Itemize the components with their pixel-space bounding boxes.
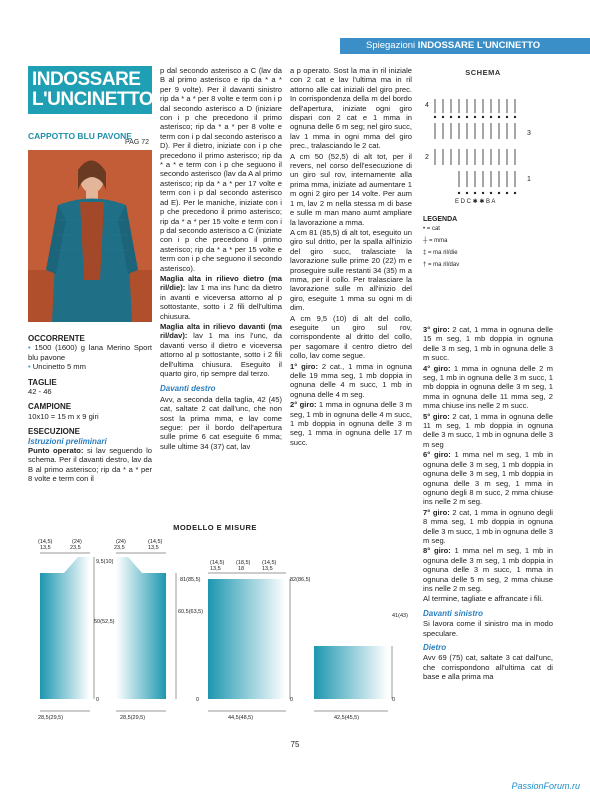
svg-text:0: 0 <box>196 697 200 703</box>
header-section: Spiegazioni <box>366 40 416 51</box>
svg-text:13,5: 13,5 <box>210 566 221 572</box>
schema-row-2: 2 <box>425 154 429 161</box>
page-header <box>340 38 590 54</box>
svg-text:(24): (24) <box>116 539 126 545</box>
paragraph: 7° giro: 2 cat, 1 mma in ognuno degli 8 mma seg, 1 mb doppia in ognuna delle 3 m succ, 1 mb in ognuna delle 3 m seg. <box>423 507 553 545</box>
svg-text:60,5(63,5): 60,5(63,5) <box>178 609 204 615</box>
model-photo <box>28 150 152 322</box>
paragraph: Maglia alta in rilievo dietro (ma ril/die): lav 1 ma ins l'unc da dietro in avanti e viceversa attorno al p sottostante, sotto i 2 fili dell'ultima chiusura. <box>160 273 282 321</box>
davanti-destro-heading: Davanti destro <box>160 384 216 394</box>
svg-text:82(86,5): 82(86,5) <box>290 577 311 583</box>
svg-text:18: 18 <box>238 566 245 572</box>
magazine-title: INDOSSARE L'UNCINETTO <box>28 66 152 114</box>
paragraph: 2° giro: 1 mma in ognuna delle 3 m seg, 1 mb in ognuna delle 4 m succ, 1 mb doppia in ognuna delle 3 m seg, 1 mma in ognuna delle 17 m succ. <box>290 400 412 447</box>
measurement-diagram <box>28 533 418 731</box>
legend-item-mma: ┼ = mma <box>423 238 448 244</box>
taglie-heading: TAGLIE <box>28 377 57 387</box>
page-number: 75 <box>290 740 300 749</box>
sleeve-piece <box>314 646 388 699</box>
svg-text:(14,5): (14,5) <box>148 539 163 545</box>
occorrente-heading: OCCORRENTE <box>28 334 85 343</box>
paragraph: Si lavora come il sinistro ma in modo speculare. <box>423 619 553 638</box>
svg-text:0: 0 <box>290 697 294 703</box>
svg-text:(14,5): (14,5) <box>262 560 277 566</box>
schema-letters: E D C ✱ ✱ B A <box>455 199 496 205</box>
svg-text:13,5: 13,5 <box>262 566 273 572</box>
svg-text:23,5: 23,5 <box>114 545 125 551</box>
paragraph: p dal secondo asterisco a C (lav da B al primo asterisco e rip da * a * per 9 volte). Per il davanti sinistro rip da * a * per 8 volte e term con i p dal secondo asterisco a D (iniziare con i p che precedono il primo asterisco; rip da * a * per 8 volte e term con i p dal secondo asterisco a D). Per il dietro, iniziate con i p che precedono il primo asterisco; rip da * a * e term con i p che seguono il secondo asterisco (lav da A al primo asterisco; rip da * a * per 17 volte e term con i p dal secondo asterisco ad E). Per le maniche, iniziate con i p che precedono il primo asterisco; rip da * a * per 15 volte e term con i p dal secondo asterisco a C (iniziate con i p che precedono il primo asterisco; rip da * a * per 15 volte e term con i p che seguono il secondo asterisco). <box>160 66 282 273</box>
legend-item-ril-dav: † = ma ril/dav <box>423 262 460 268</box>
legend-item-cat: • = cat <box>423 226 440 232</box>
column-2 <box>160 66 282 452</box>
campione-heading: CAMPIONE <box>28 402 72 412</box>
svg-text:23,5: 23,5 <box>70 545 81 551</box>
occorrente-item-1: • 1500 (1600) g lana Merino Sport blu pavone <box>28 343 152 362</box>
svg-text:28,5(29,5): 28,5(29,5) <box>38 715 64 721</box>
paragraph: A cm 9,5 (10) di alt del collo, eseguite un giro sul rov, corrispondente al dritto del collo, per sagomare il centro dietro del collo, lav come segue. <box>290 313 412 361</box>
schema-row-3: 3 <box>527 130 531 137</box>
svg-text:81(85,5): 81(85,5) <box>180 577 201 583</box>
paragraph: 1° giro: 2 cat., 1 mma in ognuna delle 19 mma seg, 1 mb doppia in ognuna delle 4 m succ, 1 mb in ognuna delle 4 m seg. <box>290 361 412 399</box>
occorrente-item-2: • Uncinetto 5 mm <box>28 362 86 372</box>
svg-text:0: 0 <box>96 697 100 703</box>
stitch-schema <box>423 68 543 308</box>
page-ref: PAG 72 <box>125 139 149 146</box>
project-title: CAPPOTTO BLU PAVONE <box>28 131 132 141</box>
column-3 <box>290 66 412 448</box>
schema-title: SCHEMA <box>465 68 501 77</box>
svg-text:50(52,5): 50(52,5) <box>94 619 115 625</box>
svg-text:28,5(29,5): 28,5(29,5) <box>120 715 146 721</box>
svg-text:(14,5): (14,5) <box>38 539 53 545</box>
front-right-piece <box>116 557 166 699</box>
svg-text:13,5: 13,5 <box>40 545 51 551</box>
chain-symbol-icon: • <box>423 226 426 232</box>
paragraph: a p operato. Sost la ma in ril iniziale con 2 cat e lav l'ultima ma in ril attorno alle cat iniziali del giro prec. In corrispondenza della m del bordo dell'apertura, iniziate ogni giro dispari con 2 cat e 1 mma in ognuna delle 6 m seg; nel giro succ, lav 1 mma in ogni mma del giro prec., tralasciando le 2 cat. <box>290 66 412 151</box>
paragraph: Maglia alta in rilievo davanti (ma ril/dav): lav 1 ma ins l'unc, da davanti verso il dietro e viceversa attorno al p sottostante, sotto i 2 fili dell'ultima chiusura. Eseguito il quarto giro, rip sempre dal terzo. <box>160 321 282 378</box>
paragraph: 4° giro: 1 mma in ognuna delle 2 m seg, 1 mb in ognuna delle 3 m succ, 1 mb doppia in ognuna delle 3 m seg, 1 mma in ognuna delle 11 mma seg, 2 mma chiuse ins nelle 2 m succ. <box>423 363 553 411</box>
esecuzione-subheading: Istruzioni preliminari <box>28 436 107 446</box>
taglie-value: 42 - 46 <box>28 387 52 397</box>
svg-text:(18,5): (18,5) <box>236 560 251 566</box>
davanti-sinistro-heading: Davanti sinistro <box>423 608 484 618</box>
svg-text:44,5(48,5): 44,5(48,5) <box>228 715 254 721</box>
svg-text:(24): (24) <box>72 539 82 545</box>
svg-text:41(43): 41(43) <box>392 613 408 619</box>
svg-text:42,5(45,5): 42,5(45,5) <box>334 715 360 721</box>
modello-title: MODELLO E MISURE <box>173 523 257 532</box>
paragraph: 6° giro: 1 mma nel m seg, 1 mb in ognuna delle 3 m seg, 1 mb doppia in ognuna delle 3 m seg, 1 mb doppia in ognuna delle 3 m seg, 1 mma in ognuno degli 8 m succ, 2 mma chiuse ins nelle 2 m seg. <box>423 450 553 507</box>
watermark: PassionForum.ru <box>511 781 580 791</box>
front-left-piece <box>40 557 90 699</box>
back-post-symbol-icon: ‡ <box>423 250 427 256</box>
legend-item-ril-die: ‡ = ma ril/die <box>423 250 458 256</box>
svg-text:(14,5): (14,5) <box>210 560 225 566</box>
paragraph: 8° giro: 1 mma nel m seg, 1 mb in ognuna delle 3 m seg, 1 mb doppia in ognuna delle 3 m succ, 1 mma in ognuna delle 5 m seg, 2 mma chiuse ins nelle 2 m seg. <box>423 546 553 593</box>
dietro-heading: Dietro <box>423 643 447 652</box>
legend-title: LEGENDA <box>423 216 458 223</box>
treble-symbol-icon: ┼ <box>423 238 428 244</box>
paragraph: Avv 69 (75) cat, saltate 3 cat dall'unc, che corrispondono all'ultima cat di base e alla prima ma <box>423 653 553 682</box>
schema-diagram <box>423 77 543 207</box>
campione-value: 10x10 = 15 m x 9 giri <box>28 411 99 421</box>
back-piece <box>208 579 286 699</box>
paragraph: Avv, a seconda della taglia, 42 (45) cat, saltate 2 cat dall'unc, che non sost la prima mma, e lav come segue: per il bordo dell'apertura sulle prime 6 cat eseguite 6 mma; sulle ultime 34 (37) cat, lav <box>160 394 282 451</box>
front-post-symbol-icon: † <box>423 262 427 268</box>
column-4 <box>423 325 553 683</box>
svg-text:9,5(10): 9,5(10) <box>96 559 114 565</box>
paragraph: 5° giro: 2 cat, 1 mma in ognuna delle 11 m seg, 1 mb doppia in ognuna delle 3 m succ, 1 mb in ognuna delle 3 m seg <box>423 411 553 449</box>
svg-text:0: 0 <box>392 697 396 703</box>
paragraph: A cm 81 (85,5) di alt tot, eseguito un giro sul dritto, per la spalla all'inizio del giro succ, tralasciate la lavorazione sulle prime 20 (22) m e proseguire sulle restanti 34 (35) m a mma, per il collo. Per tralasciare la lavorazione sulle m all'inizio del giro, eseguite 1 mma su ogni m di dim. <box>290 227 412 313</box>
svg-text:13,5: 13,5 <box>148 545 159 551</box>
schema-row-1: 1 <box>527 176 531 183</box>
paragraph: Al termine, tagliate e affrancate i fili. <box>423 594 544 604</box>
column-1 <box>28 328 152 485</box>
schema-row-4: 4 <box>425 102 429 109</box>
paragraph: Punto operato: si lav seguendo lo schema. Per il davanti destro, lav da B al primo asterisco; rip da * a * per 8 volte e term con il <box>28 446 152 484</box>
esecuzione-heading: ESECUZIONE <box>28 427 81 437</box>
header-title: INDOSSARE L'UNCINETTO <box>417 40 541 51</box>
paragraph: A cm 50 (52,5) di alt tot, per il revers, nel corso dell'esecuzione di un giro sul rov, internamente alla prima mma, iniziate ad aumentare 1 m ogni 2 giro per 14 volte. Per aum 1 m, lav 2 m nella stessa m di base e sulle m man mano aumt ampliare la lavorazione a mma. <box>290 151 412 227</box>
paragraph: 3° giro: 2 cat, 1 mma in ognuna delle 15 m seg, 1 mb doppia in ognuna delle 3 m seg, 1 mb in ognuna delle 3 m succ. <box>423 325 553 363</box>
model-illustration <box>28 150 152 322</box>
